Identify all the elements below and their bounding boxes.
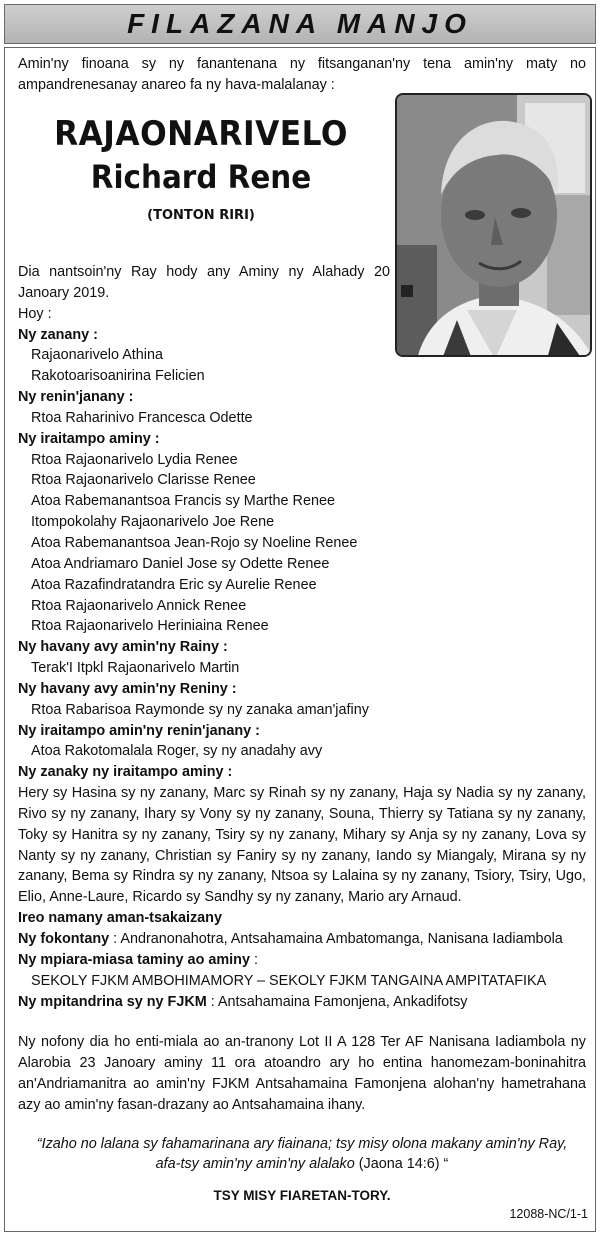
fokontany-label: Ny fokontany xyxy=(18,931,110,947)
intro-text: Amin'ny finoana sy ny fanantenana ny fitsanganan'ny tena amin'ny maty no ampandrenesanay anareo fa ny hava-malalanay : xyxy=(18,56,586,93)
family-name: Rtoa Raharinivo Francesca Odette xyxy=(31,409,253,426)
schools-label: Ny mpiara-miasa taminy ao aminy xyxy=(18,951,250,968)
family-name: Atoa Rabemanantsoa Jean-Rojo sy Noeline Renee xyxy=(31,534,358,551)
family-name: Atoa Rabemanantsoa Francis sy Marthe Renee xyxy=(31,493,335,510)
family-name: Rakotoarisoanirina Felicien xyxy=(31,368,205,385)
death-announcement: Dia nantsoin'ny Ray hody any Aminy ny Alahady 20 Janoary 2019. xyxy=(18,264,390,301)
family-section xyxy=(18,721,586,763)
family-name: Terak'I Itpkl Rajaonarivelo Martin xyxy=(31,660,240,677)
section-heading: Ny iraitampo aminy : xyxy=(18,430,160,447)
closing-line: TSY MISY FIARETAN-TORY. xyxy=(213,1187,391,1203)
fokontany-value: : Andranonahotra, Antsahamaina Ambatomanga, Nanisana Iadiambola xyxy=(109,931,563,947)
family-name: Itompokolahy Rajaonarivelo Joe Rene xyxy=(31,514,275,531)
pastors-label: Ny mpitandrina sy ny FJKM xyxy=(18,993,207,1010)
family-name: Rtoa Rajaonarivelo Annick Renee xyxy=(31,597,247,614)
family-name: Atoa Andriamaro Daniel Jose sy Odette Renee xyxy=(31,555,330,572)
quote-line-2: afa-tsy amin'ny amin'ny alalako xyxy=(155,1155,355,1172)
family-section xyxy=(18,387,586,429)
nephews-list: Hery sy Hasina sy ny zanany, Marc sy Rinah sy ny zanany, Haja sy Nadia sy ny zanany, Rivo sy ny zanany, Ihary sy Vony sy ny zanany, Souna, Thierry sy Tatiana sy ny zanany, Toky sy Hanitra sy ny zanany, Tsiry sy ny zanany, Mihary sy Anja sy ny zanany, Lova sy Nanty sy ny zanany, Christian sy Faniry sy ny zanany, Iando sy Miangaly, Mirana sy ny zanany, Bema sy Rindra sy ny zanany, Ntsoa sy Lalaina sy ny zanany, Tsiory, Tsiry, Ugo, Elio, Anne-Laure, Ricardo sy Sandhy sy ny zanany, Mario ary Arnaud. xyxy=(18,785,586,906)
fokontany-line xyxy=(18,929,586,950)
family-name: Atoa Rakotomalala Roger, sy ny anadahy avy xyxy=(31,743,323,760)
hoy-label: Hoy : xyxy=(18,305,52,322)
deceased-name-block xyxy=(18,112,384,223)
section-heading: Ny iraitampo amin'ny renin'janany : xyxy=(18,722,260,739)
intro-block xyxy=(18,54,586,96)
family-name: Rajaonarivelo Athina xyxy=(31,347,164,364)
family-section xyxy=(18,679,586,721)
family-name: Atoa Razafindratandra Eric sy Aurelie Renee xyxy=(31,576,317,593)
deceased-surname: RAJAONARIVELO xyxy=(54,114,348,154)
deceased-nickname: (TONTON RIRI) xyxy=(147,208,255,223)
bible-quote xyxy=(18,1134,586,1174)
funeral-details: Ny nofony dia ho enti-miala ao an-tranony Lot II A 128 Ter AF Nanisana Iadiambola ny Alarobia 23 Janoary aminy 11 ora atoandro ary ho entina hanomezam-boninahitra an'Andriamanitra ao amin'ny FJKM Antsahamaina Famonjena alohan'ny hametrahana azy ao amin'ny fasan-drazany ao Antsahamaina ihany. xyxy=(18,1034,586,1113)
banner-title: FILAZANA MANJO xyxy=(127,8,473,39)
quote-reference: (Jaona 14:6) “ xyxy=(354,1155,449,1172)
family-name: Rtoa Rabarisoa Raymonde sy ny zanaka aman'jafiny xyxy=(31,701,369,718)
family-name: Rtoa Rajaonarivelo Heriniaina Renee xyxy=(31,618,269,635)
family-section xyxy=(18,429,586,637)
section-heading: Ny havany avy amin'ny Rainy : xyxy=(18,639,228,656)
banner xyxy=(4,4,596,44)
family-name: Rtoa Rajaonarivelo Lydia Renee xyxy=(31,451,238,468)
section-heading: Ny renin'janany : xyxy=(18,389,134,406)
schools-value: SEKOLY FJKM AMBOHIMAMORY – SEKOLY FJKM TANGAINA AMPITATAFIKA xyxy=(31,972,547,989)
family-section xyxy=(18,325,586,388)
pastors-value: : Antsahamaina Famonjena, Ankadifotsy xyxy=(206,993,468,1010)
section-heading: Ny zanany : xyxy=(18,326,98,343)
schools-colon: : xyxy=(253,951,258,968)
pastors-line xyxy=(18,992,586,1013)
nephews-heading: Ny zanaky ny iraitampo aminy : xyxy=(18,764,233,781)
family-section xyxy=(18,637,586,679)
schools-line xyxy=(18,950,586,971)
quote-line-1: “Izaho no lalana sy fahamarinana ary fiainana; tsy misy olona makany amin'ny Ray, xyxy=(36,1135,568,1152)
notice-body xyxy=(18,262,586,1207)
deceased-given-names: Richard Rene xyxy=(90,158,312,196)
family-name: Rtoa Rajaonarivelo Clarisse Renee xyxy=(31,472,256,489)
reference-code: 12088-NC/1-1 xyxy=(509,1207,588,1221)
extended-family-line: Ireo namany aman-tsakaizany xyxy=(18,910,222,927)
section-heading: Ny havany avy amin'ny Reniny : xyxy=(18,680,237,697)
